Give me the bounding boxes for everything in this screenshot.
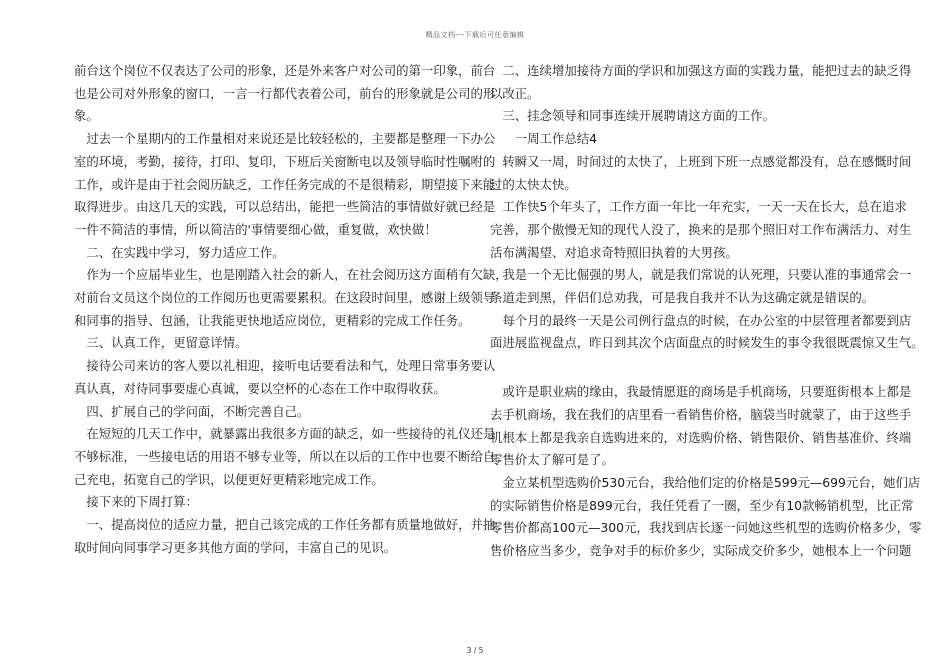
text-line: 真认真，对待同事要虚心真诚，要以空杯的心态在工作中取得收获。 xyxy=(74,380,446,396)
text-line: 面进展监视盘点，昨日到其次个店面盘点的时候发生的事令我很既震惊又生气。 xyxy=(490,335,924,351)
text-line: 对前台文员这个岗位的工作阅历也更需要累积。在这段时间里，感谢上级领导 xyxy=(74,290,496,306)
text-line: 取时间向同事学习更多其他方面的学问，丰富自己的见识。 xyxy=(74,539,397,555)
section-heading: 二、在实践中学习，努力适应工作。 xyxy=(74,244,285,260)
text-line: 零售价都高100元—300元，我找到店长逐一问她这些机型的选购价格多少，零 xyxy=(490,520,922,536)
text-line: 的实际销售价格是899元台，我任凭看了一圈，至少有10款畅销机型，比正常 xyxy=(490,497,914,513)
text-line: 过去一个星期内的工作量相对来说还是比较轻松的，主要都是整理一下办公 xyxy=(74,131,496,147)
text-line: 在短短的几天工作中，就暴露出我很多方面的缺乏，如一些接待的礼仪还是 xyxy=(74,426,496,442)
text-line: 作为一个应届毕业生，也是刚踏入社会的新人，在社会阅历这方面稍有欠缺， xyxy=(74,267,508,283)
text-line: 每个月的最终一天是公司例行盘点的时候，在办公室的中层管理者都要到店 xyxy=(490,312,912,328)
right-column xyxy=(490,60,924,563)
text-line: 不够标准，一些接电话的用语不够专业等，所以在以后的工作中也要不断给自 xyxy=(74,448,496,464)
text-line: 条道走到黑，伴侣们总劝我，可是我自我并不认为这确定就是错误的。 xyxy=(490,290,875,306)
text-line: 或许是职业病的缘由，我最情愿逛的商场是手机商场，只要逛街根本上都是 xyxy=(490,384,912,400)
text-line: 去手机商场，我在我们的店里看一看销售价格，脑袋当时就蒙了，由于这些手 xyxy=(490,406,912,422)
text-line: 活布满渴望、对追求奇特照旧执着的大男孩。 xyxy=(490,244,738,260)
section-heading: 四、扩展自己的学问面，不断完善自己。 xyxy=(74,403,310,419)
page-header: 精品文档---下载后可任意编辑 xyxy=(425,31,525,39)
text-line: 一件不简洁的事情，所以简洁的'事情要细心做，重复做，欢快做！ xyxy=(74,221,437,237)
text-line: 接待公司来访的客人要以礼相迎，接听电话要看法和气，处理日常事务要认 xyxy=(74,358,496,374)
text-line: 己充电，拓宽自己的学识，以便更好更精彩地完成工作。 xyxy=(74,471,384,487)
section-title: 一周工作总结4 xyxy=(490,131,598,147)
text-line: 取得进步。由这几天的实践，可以总结出，能把一些简洁的事情做好就已经是 xyxy=(74,199,496,215)
text-line: 工作快5个年头了，工作方面一年比一年充实，一天一天在长大，总在追求 xyxy=(490,199,907,215)
text-line: 也是公司对外形象的窗口，一言一行都代表着公司，前台的形象就是公司的形 xyxy=(74,85,496,101)
text-line: 完善，那个傲慢无知的现代人没了，换来的是那个照旧对工作布满活力、对生 xyxy=(490,221,912,237)
text-line: 三、挂念领导和同事连续开展聘请这方面的工作。 xyxy=(490,108,775,124)
text-line: 二、连续增加接待方面的学识和加强这方面的实践力量，能把过去的缺乏得 xyxy=(490,63,912,78)
paragraph-gap xyxy=(490,355,882,381)
text-line: 售价格应当多少，竞争对手的标价多少，实际成交价多少，她根本上一个问题 xyxy=(490,543,912,559)
text-line: 和同事的指导、包涵，让我能更快地适应岗位，更精彩的完成工作任务。 xyxy=(74,312,471,328)
text-line: 金立某机型选购价530元台，我给他们定的价格是599元—699元台，她们店 xyxy=(490,474,921,490)
section-heading: 三、认真工作，更留意详情。 xyxy=(74,335,248,351)
text-line: 我是一个无比倔强的男人，就是我们常说的认死理，只要认准的事通常会一 xyxy=(490,267,912,283)
text-line: 象。 xyxy=(74,108,99,124)
text-line: 前台这个岗位不仅表达了公司的形象，还是外来客户对公司的第一印象，前台 xyxy=(74,63,496,78)
text-line: 转瞬又一周，时间过的太快了，上班到下班一点感觉都没有，总在感慨时间 xyxy=(490,153,912,169)
page-number: 3 / 5 xyxy=(466,646,484,655)
text-line: 以改正。 xyxy=(490,85,540,101)
text-line: 零售价太了解可是了。 xyxy=(490,452,614,468)
text-line: 机根本上都是我亲自选购进来的，对选购价格、销售限价、销售基准价、终端 xyxy=(490,429,912,445)
section-heading: 接下来的下周打算： xyxy=(74,494,198,510)
text-line: 室的环境，考勤，接待，打印、复印，下班后关窗断电以及领导临时性嘱咐的 xyxy=(74,153,496,169)
text-line: 工作，或许是由于社会阅历缺乏，工作任务完成的不是很精彩，期望接下来能 xyxy=(74,176,496,192)
text-line: 过的太快太快。 xyxy=(490,176,577,192)
text-line: 一、提高岗位的适应力量，把自己该完成的工作任务都有质量地做好，并抽 xyxy=(74,517,496,533)
left-column xyxy=(74,60,508,559)
